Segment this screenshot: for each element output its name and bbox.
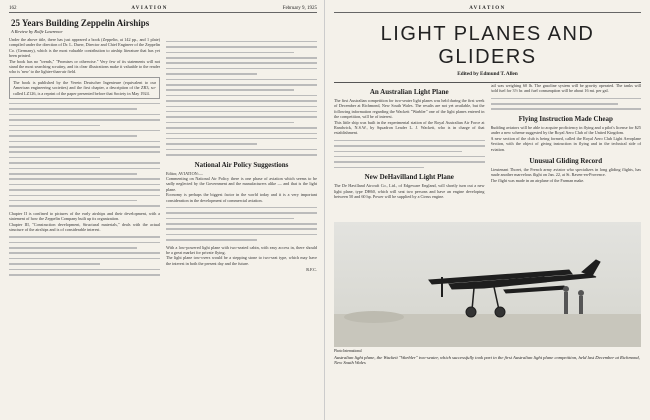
gliding-record-paragraph: The flight was made in an airplane of the Farman make.: [490, 177, 585, 183]
gliding-record-title: Unusual Gliding Record: [529, 157, 603, 166]
australian-title: An Australian Light Plane: [369, 88, 449, 96]
magazine-name: AVIATION: [469, 6, 506, 11]
page-number: 162: [9, 6, 17, 11]
section-title: LIGHT PLANES AND GLIDERS: [380, 23, 595, 68]
page-header: [334, 6, 641, 13]
suggestions-paragraph: Economy is perhaps the biggest factor in the world today and it is a very important consideration in the development of commercial aviation.: [166, 192, 317, 203]
right-column-1: [334, 83, 485, 218]
right-column-2: [491, 83, 642, 218]
australian-paragraph: This little ship was built in the experimental station of the Royal Australian Air Force at Randwick, N.S.W., by Squadron Leader L. J. Wackett, who is in charge of that establishment.: [334, 119, 485, 136]
quote-block: [9, 77, 160, 99]
article-paragraph: The book is published by the Verein Deutscher Ingenieure (equivalent to our American engineering societies) and the first chapter, a description of the ZR3, so-called LZ126, is a reprint of the paper presented before that Society in May 1924.: [13, 79, 156, 96]
article-paragraph: Under the above title, there has just appeared a book (Zeppelin, at 142 pp., and 1 plate) compiled under the direction of Dr. L. Duerr, Director and Chief Engineer of the Zeppelin Co. (Germany), which is the most valuable contribution to airship literature that has yet been printed.: [9, 37, 160, 59]
gliding-record-paragraph: Lieutenant Thoret, the French army aviator who specializes in long gliding flights, has made another marvelous flight on Jan. 22, at St. Raven-en-Provence.: [490, 167, 641, 178]
photo-credit: Photo International: [334, 349, 362, 353]
suggestions-paragraph: The light plane tow-overs would be a stepping stone to two-seat type, which may have the interest in both the present day and the future.: [166, 255, 317, 266]
airplane-illustration: [334, 222, 641, 347]
flying-instruction-paragraph: A new section of the club is being formed, called the Royal Aero Club Light Aeroplane Section, with the object of giving instruction in flying and in the technical side of aviation.: [490, 135, 641, 152]
text-lines: [491, 98, 642, 110]
page-header: [9, 6, 317, 13]
caption-text: Australian light plane, the Wackett "Warbler" two-seater, which successfully took part in the first Australian light plane competition, held last December at Richmond, New South Wales: [334, 354, 640, 366]
text-lines: [166, 41, 317, 156]
section-banner: [334, 23, 641, 83]
right-page: [325, 0, 650, 420]
right-columns: [334, 83, 641, 218]
suggestions-paragraph: With a low-powered light plane with two-seated cabin, with easy access in, there should be a great market for private flying.: [166, 244, 317, 256]
dehavilland-title: New DeHavilland Light Plane: [364, 173, 454, 182]
text-lines: [9, 236, 160, 275]
australian-paragraph: The first Australian competition for two-seater light planes was held during the first week of December at Richmond, New South Wales. The results are not yet available, but the following information regarding the Wackett "Warbler" one of the light planes entered in the competition, will be of interest.: [334, 98, 485, 120]
left-column-1: [9, 37, 160, 279]
continued-paragraph: tail was weighing 60 lb. The gasoline system will be gravity operated. The tanks will hold fuel for 3½ hr. and fuel consumption will be about 16 mi. per gal.: [490, 83, 641, 94]
article-byline: A Review by Rolfe Lawrence: [11, 29, 63, 34]
suggestions-title: National Air Policy Suggestions: [194, 160, 289, 169]
issue-date: February 9, 1925: [282, 6, 317, 11]
article-title: 25 Years Building Zeppelin Airships: [11, 18, 150, 28]
left-column-2: [166, 37, 317, 279]
text-lines: [166, 207, 317, 241]
section-editor: Edited by Edmund T. Allen: [457, 71, 518, 77]
suggestions-paragraph: Commenting on National Air Policy there is one phase of aviation which seems to be sadly neglected by the Government and the manufacturers alike — and that is the light plane.: [166, 176, 317, 192]
dehavilland-paragraph: The De Havilland Aircraft Co., Ltd., of Edgeware England, will shortly turn out a new light plane, type DH60, which will seat two persons and have an engine developing between 50 and 60 hp. Power will be supplied by a Cirrus engine.: [334, 183, 485, 199]
article-paragraph: Chapter III, "Construction development, Structural materials," deals with the actual structure of the airships and is of considerable interest.: [9, 221, 160, 232]
text-lines: [334, 140, 485, 168]
article-paragraph: Chapter II is confined to pictures of the early airships and their development, with a statement of how the Zeppelin Company built up its organization.: [9, 210, 160, 222]
signature: R.F.C.: [306, 267, 317, 273]
photo-caption: [334, 349, 641, 366]
flying-instruction-title: Flying Instruction Made Cheap: [518, 114, 613, 123]
left-columns: [9, 37, 317, 279]
airplane-photo: [334, 222, 641, 347]
salutation: Editor, AVIATION:—: [166, 170, 203, 176]
article-paragraph: The book has no "trends," "Promises or otherwise." Very few of its statements will not stand the most searching scrutiny, and its clear illustrations make it valuable to the reader who is 'new' to the lighter-than-air field.: [9, 58, 160, 75]
magazine-name: AVIATION: [131, 6, 168, 11]
flying-instruction-paragraph: Budding aviators will be able to acquire proficiency in flying and a pilot's license for $25 under a new scheme suggested by the Royal Aero Club of the United Kingdom.: [490, 124, 641, 136]
text-lines: [9, 103, 160, 207]
